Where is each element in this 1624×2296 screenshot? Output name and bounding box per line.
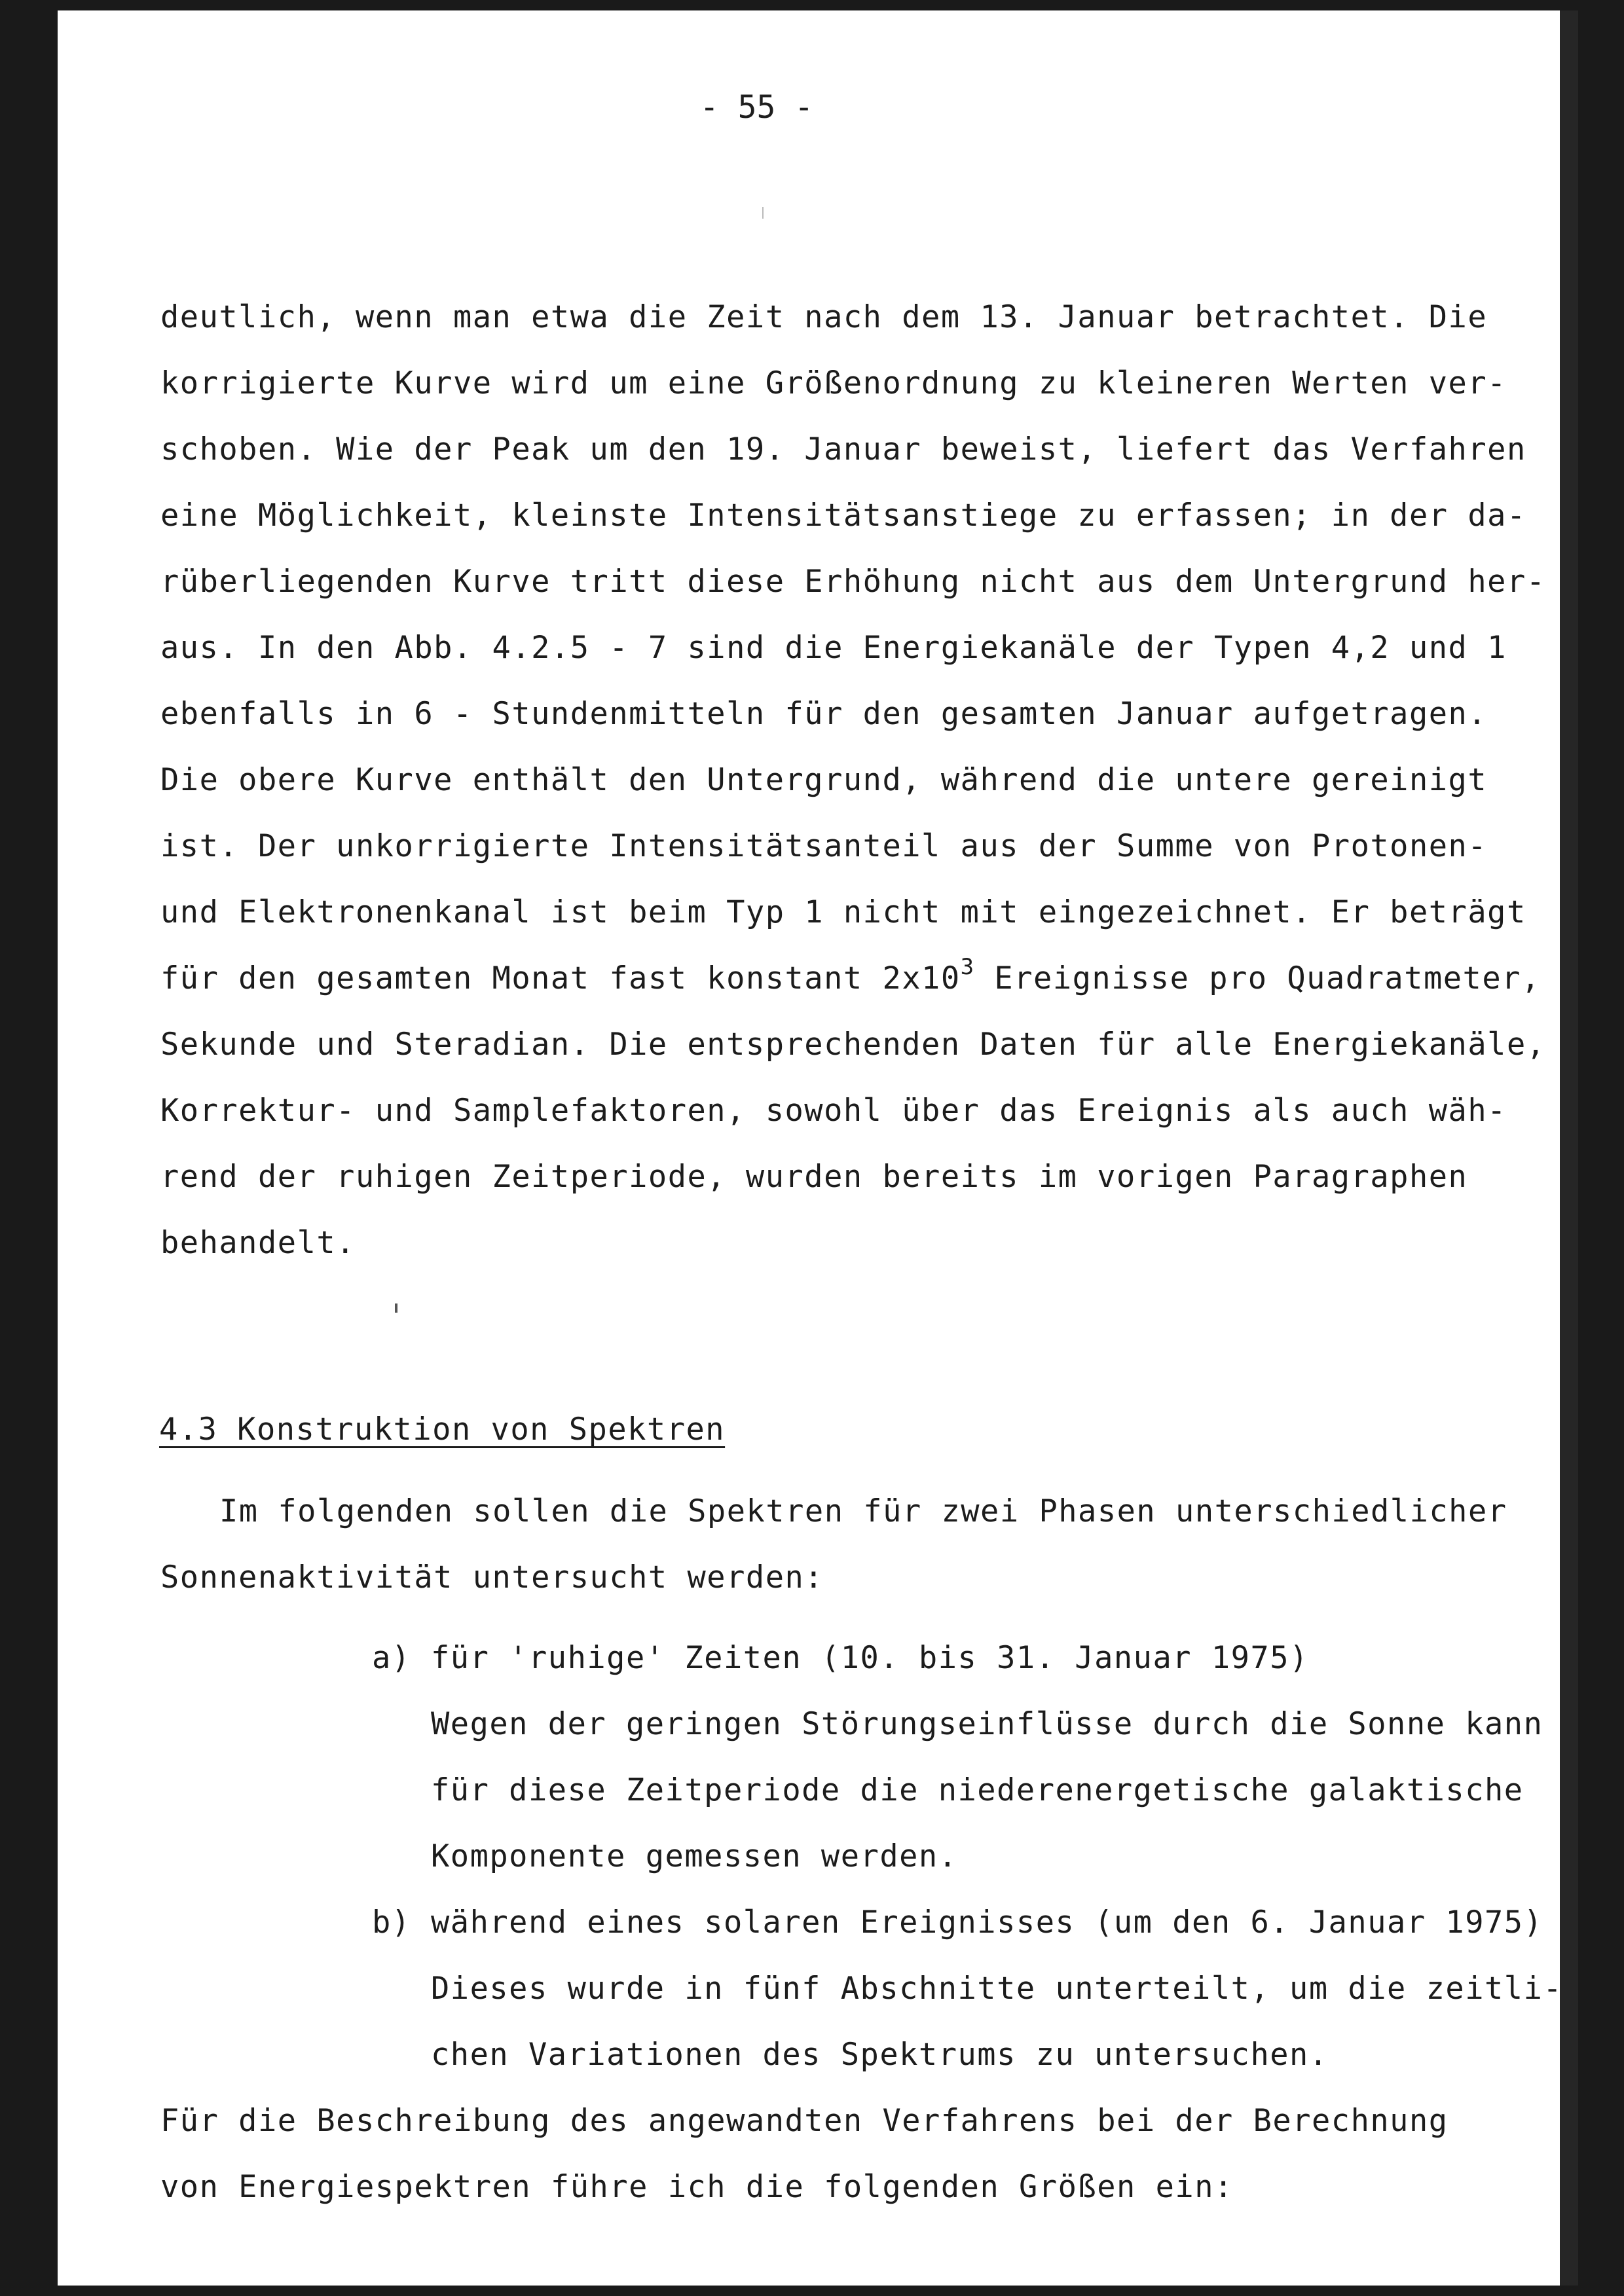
list-item-a (372, 1625, 1562, 1889)
text-line: Im folgenden sollen die Spektren für zwei Phasen unterschiedlicher (219, 1493, 1507, 1529)
text-line: und Elektronenkanal ist beim Typ 1 nicht mit eingezeichnet. Er beträgt (160, 894, 1526, 930)
section-intro (160, 1478, 1568, 1611)
text-line: behandelt. (160, 1225, 356, 1261)
text-line: Korrektur- und Samplefaktoren, sowohl über das Ereignis als auch wäh- (160, 1093, 1507, 1129)
document-page (58, 10, 1578, 2286)
text-line: Die obere Kurve enthält den Untergrund, während die untere gereinigt (160, 762, 1488, 798)
text-line: Wegen der geringen Störungseinflüsse durch die Sonne kann (431, 1706, 1543, 1742)
text-line: Sonnenaktivität untersucht werden: (160, 1559, 824, 1595)
text-line: chen Variationen des Spektrums zu untersuchen. (431, 2037, 1329, 2073)
text-line: deutlich, wenn man etwa die Zeit nach dem 13. Januar betrachtet. Die (160, 299, 1488, 335)
text-line: Komponente gemessen werden. (431, 1838, 958, 1874)
list-item-b (372, 1889, 1562, 2088)
text-line-with-exponent (160, 945, 1568, 1011)
text-line: ebenfalls in 6 - Stundenmitteln für den gesamten Januar aufgetragen. (160, 696, 1488, 732)
page-number: - 55 - (699, 89, 814, 126)
scan-speck (395, 1303, 397, 1313)
scan-speck (762, 207, 764, 219)
text-line: Sekunde und Steradian. Die entsprechenden Daten für alle Energiekanäle, (160, 1027, 1546, 1063)
text-line: aus. In den Abb. 4.2.5 - 7 sind die Energiekanäle der Typen 4,2 und 1 (160, 630, 1507, 666)
text-line: während eines solaren Ereignisses (um den 6. Januar 1975) (431, 1904, 1543, 1941)
text-line: Für die Beschreibung des angewandten Verfahrens bei der Berechnung (160, 2103, 1449, 2139)
text-line: Dieses wurde in fünf Abschnitte unterteilt, um die zeitli- (431, 1971, 1563, 2007)
text-line: für 'ruhige' Zeiten (10. bis 31. Januar 1975) (431, 1640, 1309, 1676)
section-heading: 4.3 Konstruktion von Spektren (159, 1412, 726, 1448)
text-line: rend der ruhigen Zeitperiode, wurden bereits im vorigen Paragraphen (160, 1159, 1468, 1195)
paragraph-main (160, 284, 1568, 1276)
closing-paragraph (160, 2088, 1568, 2220)
text-line: von Energiespektren führe ich die folgenden Größen ein: (160, 2169, 1234, 2205)
phase-list (372, 1625, 1562, 2088)
text-line: eine Möglichkeit, kleinste Intensitätsanstiege zu erfassen; in der da- (160, 498, 1526, 534)
exponent-line-before: für den gesamten Monat fast konstant 2x10 (160, 960, 961, 996)
text-line: korrigierte Kurve wird um eine Größenordnung zu kleineren Werten ver- (160, 365, 1507, 401)
text-line: schoben. Wie der Peak um den 19. Januar beweist, liefert das Verfahren (160, 431, 1526, 467)
text-line: für diese Zeitperiode die niederenergetische galaktische (431, 1772, 1524, 1808)
list-marker: a) (372, 1640, 411, 1676)
exponent: 3 (960, 954, 975, 980)
exponent-line-after: Ereignisse pro Quadratmeter, (974, 960, 1541, 996)
list-marker: b) (372, 1904, 411, 1941)
text-line: ist. Der unkorrigierte Intensitätsanteil aus der Summe von Protonen- (160, 828, 1488, 864)
text-line: rüberliegenden Kurve tritt diese Erhöhung nicht aus dem Untergrund her- (160, 564, 1546, 600)
